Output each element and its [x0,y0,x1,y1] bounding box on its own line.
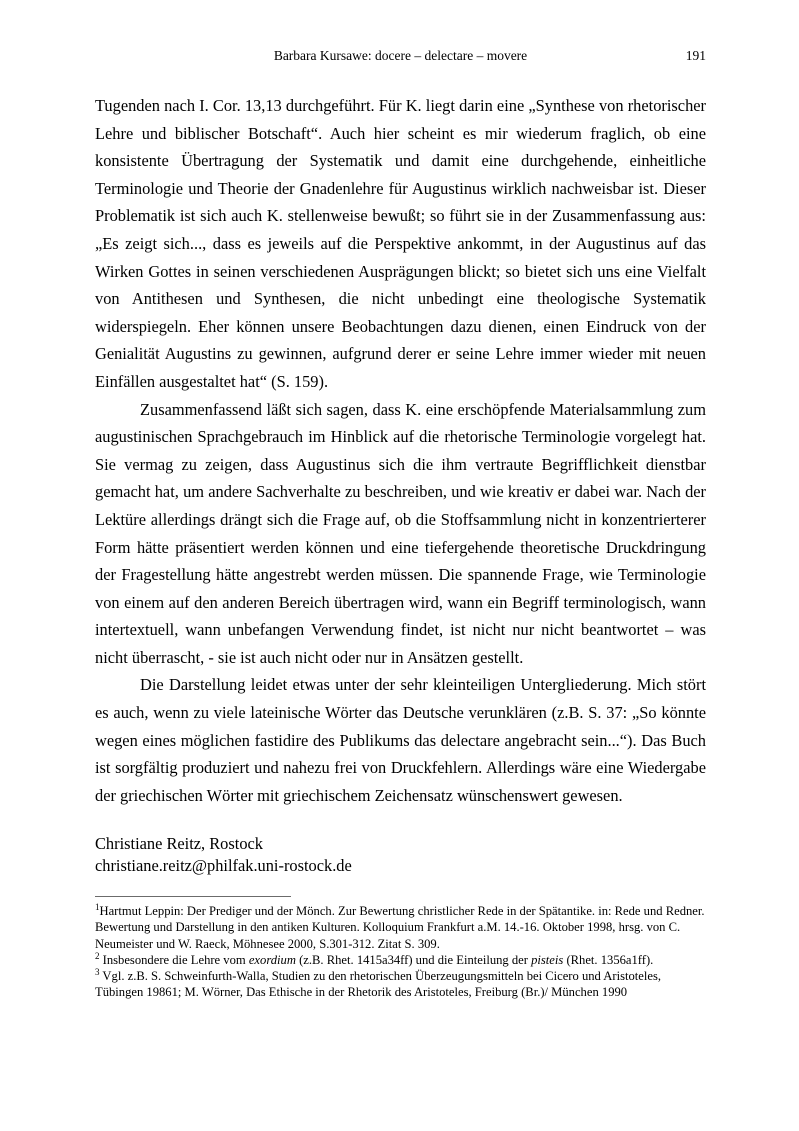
signature-block [95,833,706,877]
author-name: Christiane Reitz, Rostock [95,834,263,853]
author-email: christiane.reitz@philfak.uni-rostock.de [95,856,352,875]
footnote [95,952,706,968]
footnote [95,968,706,1001]
footnote-separator [95,896,291,897]
footnote-marker: 1 [95,901,100,912]
footnote-text: Vgl. z.B. S. Schweinfurth-Walla, Studien zu den rhetorischen Überzeugungsmitteln bei Cicero und Aristoteles, Tübingen 19861; M. Wörner, Das Ethische in der Rhetorik des Aristoteles, Freiburg (Br.)/ München 1990 [95,969,662,1000]
footnote-marker: 3 [95,967,100,977]
paragraph: Tugenden nach I. Cor. 13,13 durchgeführt. Für K. liegt darin eine „Synthese von rhetorischer Lehre und biblischer Botschaft“. Auch hier scheint es mir wiederum fraglich, ob eine konsistente Übertragung der Systematik und damit eine durchgehende, einheitliche Terminologie und Theorie der Gnadenlehre für Augustinus wirklich nachweisbar ist. Dieser Problematik ist sich auch K. stellenweise bewußt; so führt sie in der Zusammenfassung aus: „Es zeigt sich..., dass es jeweils auf die Perspektive ankommt, in der Augustinus auf das Wirken Gottes in seinen verschiedenen Ausprägungen blickt; so bietet sich uns eine Vielfalt von Antithesen und Synthesen, die nicht unbedingt eine theologische Systematik widerspiegeln. Eher können unsere Beobachtungen dazu dienen, einen Eindruck von der Genialität Augustins zu gewinnen, aufgrund derer er seine Lehre immer wieder mit neuen Einfällen ausgestaltet hat“ (S. 159). [95,96,706,391]
running-head-title: Barbara Kursawe: docere – delectare – movere [273,48,528,63]
running-head [95,46,706,66]
footnote-marker: 2 [95,950,100,961]
footnote-text: (z.B. Rhet. 1415a34ff) und die Einteilung der [295,952,532,967]
paragraph: Zusammenfassend läßt sich sagen, dass K. eine erschöpfende Materialsammlung zum augustinischen Sprachgebrauch im Hinblick auf die rhetorische Terminologie vorgelegt hat. Sie vermag zu zeigen, dass Augustinus sich die ihm vertraute Begrifflichkeit dienstbar gemacht hat, um andere Sachverhalte zu beschreiben, und wie kreativ er dabei war. Nach der Lektüre allerdings drängt sich die Frage auf, ob die Stoffsammlung nicht in konzentrierterer Form hätte präsentiert werden können und eine tiefergehende theoretische Druckdringung der Fragestellung hätte angestrebt werden müssen. Die spannende Frage, wie Terminologie von einem auf den anderen Bereich übertragen wird, wann ein Begriff terminologisch, wann intertextuell, wann unbefangen Verwendung findet, ist nicht nur nicht beantwortet – was nicht überrascht, - sie ist auch nicht oder nur in Ansätzen gestellt. [95,399,706,667]
body-text [95,92,706,809]
footnote-term-italic: exordium [248,952,296,967]
footnote-term-italic: pisteis [531,952,564,967]
footnote-text: Insbesondere die Lehre vom [102,952,249,967]
footnotes-section [95,903,706,1001]
footnote [95,903,706,952]
paragraph: Die Darstellung leidet etwas unter der sehr kleinteiligen Untergliederung. Mich stört es auch, wenn zu viele lateinische Wörter das Deutsche verunklären (z.B. S. 37: „So könnte wegen eines möglichen fastidire des Publikums das delectare angebracht sein...“). Das Buch ist sorgfältig produziert und nahezu frei von Druckfehlern. Allerdings wäre eine Wiedergabe der griechischen Wörter mit griechischem Zeichensatz wünschenswert gewesen. [95,675,706,805]
footnote-text: Hartmut Leppin: Der Prediger und der Mönch. Zur Bewertung christlicher Rede in der Spätantike. in: Rede und Redner. Bewertung und Darstellung in den antiken Kulturen. Kolloquium Frankfurt a.M. 14.-16. Oktober 1998, hrsg. von C. Neumeister und W. Raeck, Möhnesee 2000, S.301-312. Zitat S. 309. [95,904,705,951]
page-number: 191 [685,48,706,63]
footnote-text: (Rhet. 1356a1ff). [563,952,654,967]
